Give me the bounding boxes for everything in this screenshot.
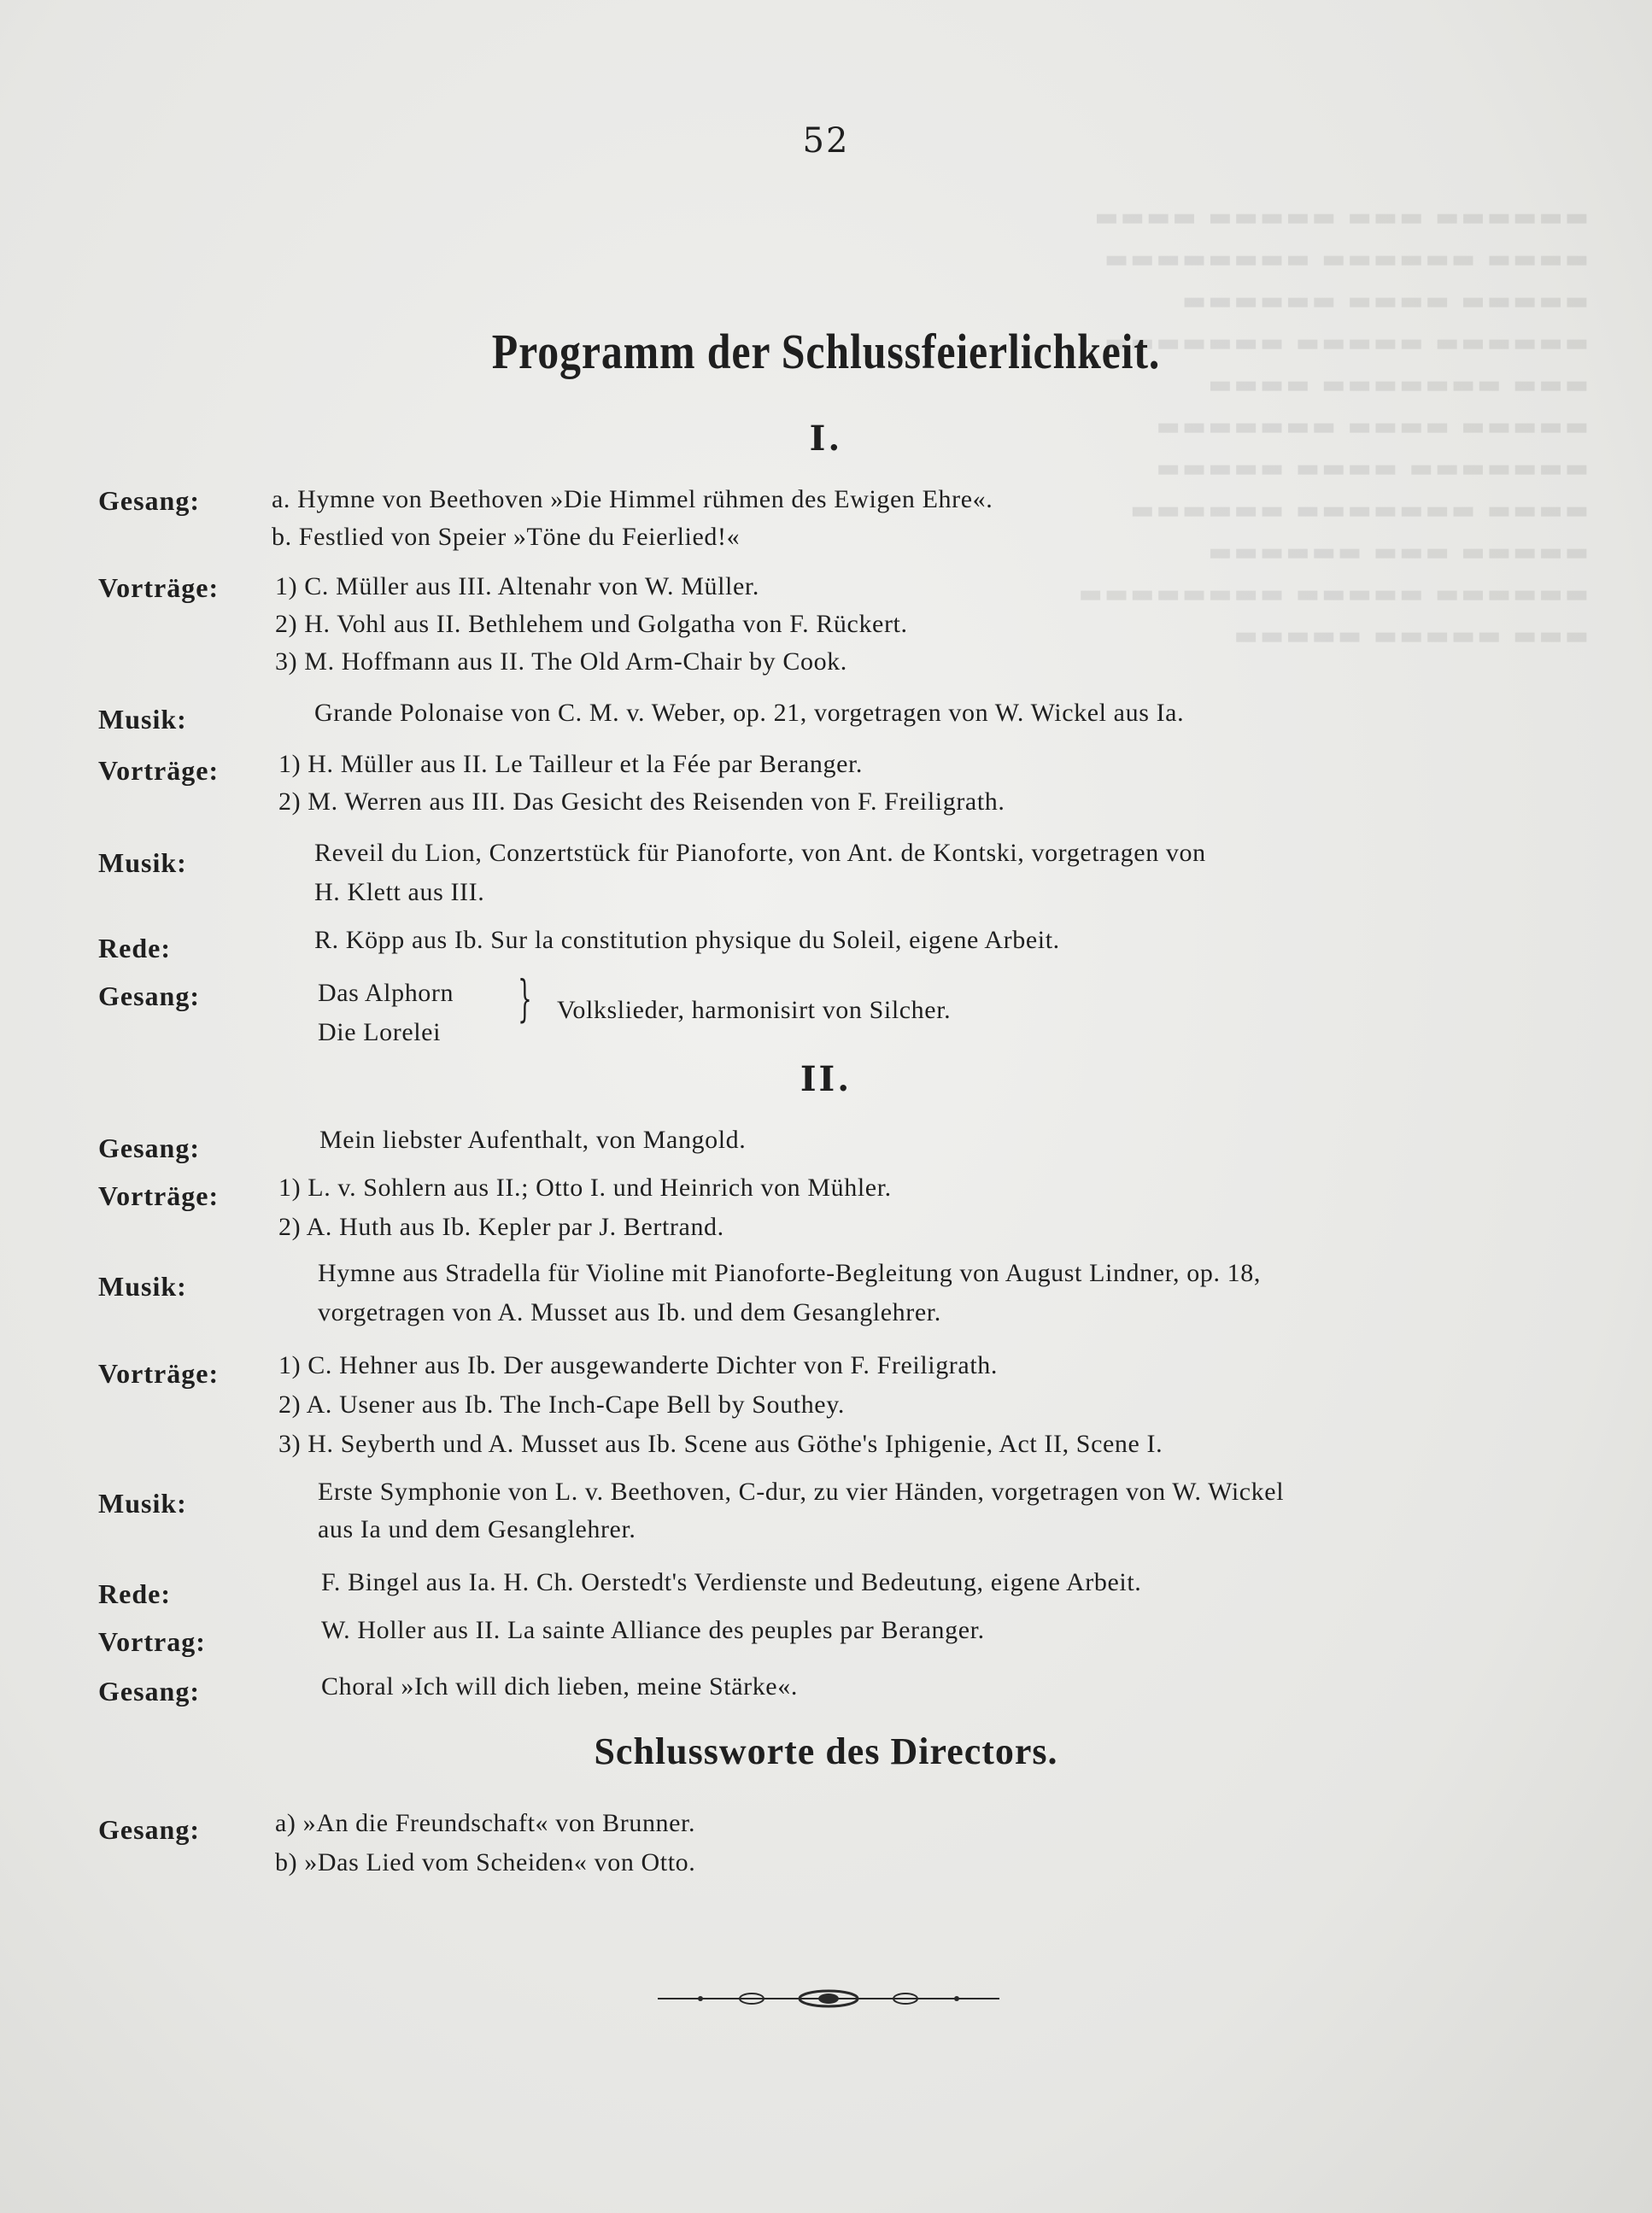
label-vortraege: Vorträge:: [98, 572, 220, 603]
label-musik: Musik:: [98, 704, 187, 735]
label-vortraege: Vorträge:: [98, 1180, 220, 1211]
program-line: Grande Polonaise von C. M. v. Weber, op. 21, vorgetragen von W. Wickel aus Ia.: [314, 699, 1185, 727]
program-line: Mein liebster Aufenthalt, von Mangold.: [319, 1126, 747, 1154]
program-line: 3) H. Seyberth und A. Musset aus Ib. Scene aus Göthe's Iphigenie, Act II, Scene I.: [278, 1430, 1163, 1458]
ornament-divider-icon: [649, 1982, 1008, 2016]
label-musik: Musik:: [98, 1271, 187, 1302]
brace-glyph: }: [518, 969, 532, 1027]
program-line: R. Köpp aus Ib. Sur la constitution physique du Soleil, eigene Arbeit.: [314, 926, 1060, 954]
label-gesang: Gesang:: [98, 981, 200, 1011]
program-line: Hymne aus Stradella für Violine mit Pianoforte-Begleitung von August Lindner, op. 18,: [318, 1259, 1261, 1287]
program-line: Reveil du Lion, Conzertstück für Pianoforte, von Ant. de Kontski, vorgetragen von: [314, 839, 1206, 867]
program-line: 1) H. Müller aus II. Le Tailleur et la Fée par Beranger.: [278, 750, 864, 778]
program-line: vorgetragen von A. Musset aus Ib. und dem Gesanglehrer.: [318, 1298, 941, 1326]
program-line: Die Lorelei: [318, 1018, 442, 1046]
label-musik: Musik:: [98, 1488, 187, 1519]
section-heading-one: I.: [809, 419, 843, 459]
program-line: Choral »Ich will dich lieben, meine Stärke«.: [321, 1672, 798, 1701]
label-gesang: Gesang:: [98, 1814, 200, 1845]
program-line: b) »Das Lied vom Scheiden« von Otto.: [275, 1848, 696, 1876]
label-vortraege: Vorträge:: [98, 1358, 220, 1389]
program-line: F. Bingel aus Ia. H. Ch. Oerstedt's Verdienste und Bedeutung, eigene Arbeit.: [321, 1568, 1142, 1596]
label-vortraege: Vorträge:: [98, 755, 220, 786]
program-line: 3) M. Hoffmann aus II. The Old Arm-Chair by Cook.: [275, 647, 847, 676]
program-line: Volkslieder, harmonisirt von Silcher.: [557, 996, 952, 1024]
label-gesang: Gesang:: [98, 1133, 200, 1163]
bleed-through-texture: ▬▬▬▬▬▬ ▬▬▬ ▬▬▬▬▬ ▬▬▬▬ ▬▬▬▬ ▬▬▬▬▬▬ ▬▬▬▬▬▬▬▬ ▬▬▬▬▬ ▬▬▬▬ ▬▬▬▬▬▬ ▬▬▬▬▬▬ ▬▬▬▬▬ ▬▬▬▬▬▬▬ ▬▬▬ ▬▬▬▬▬▬▬ ▬▬▬▬ ▬▬▬▬▬ ▬▬▬▬ ▬▬▬▬▬▬▬ ▬▬▬▬▬▬▬ ▬▬▬▬ ▬▬▬▬▬ ▬▬▬▬ ▬▬▬▬▬▬▬ ▬▬▬▬▬▬ ▬▬▬▬▬ ▬▬▬ ▬▬▬▬▬▬ ▬▬▬▬▬▬ ▬▬▬▬▬ ▬▬▬▬▬▬▬▬ ▬▬▬ ▬▬▬▬▬ ▬▬▬▬▬: [1076, 202, 1589, 651]
program-line: Das Alphorn: [318, 979, 454, 1007]
page-number: 52: [802, 121, 850, 161]
program-line: Erste Symphonie von L. v. Beethoven, C-dur, zu vier Händen, vorgetragen von W. Wickel: [318, 1478, 1285, 1506]
program-line: a) »An die Freundschaft« von Brunner.: [275, 1809, 696, 1837]
label-rede: Rede:: [98, 1578, 171, 1609]
label-gesang: Gesang:: [98, 485, 200, 516]
program-line: W. Holler aus II. La sainte Alliance des peuples par Beranger.: [321, 1616, 985, 1644]
program-line: b. Festlied von Speier »Töne du Feierlied!«: [272, 523, 741, 551]
closing-heading: Schlussworte des Directors.: [594, 1730, 1058, 1772]
program-line: 2) A. Huth aus Ib. Kepler par J. Bertrand.: [278, 1213, 724, 1241]
program-line: 2) M. Werren aus III. Das Gesicht des Reisenden von F. Freiligrath.: [278, 787, 1005, 816]
program-line: aus Ia und dem Gesanglehrer.: [318, 1515, 636, 1543]
page-title: Programm der Schlussfeierlichkeit.: [491, 324, 1161, 379]
program-line: H. Klett aus III.: [314, 878, 485, 906]
label-rede: Rede:: [98, 933, 171, 963]
section-heading-two: II.: [800, 1059, 852, 1099]
program-line: a. Hymne von Beethoven »Die Himmel rühmen des Ewigen Ehre«.: [272, 485, 993, 513]
label-vortrag: Vortrag:: [98, 1626, 206, 1657]
program-line: 1) C. Müller aus III. Altenahr von W. Müller.: [275, 572, 759, 600]
program-line: 2) A. Usener aus Ib. The Inch-Cape Bell by Southey.: [278, 1390, 845, 1419]
label-musik: Musik:: [98, 847, 187, 878]
program-line: 2) H. Vohl aus II. Bethlehem und Golgatha von F. Rückert.: [275, 610, 908, 638]
program-line: 1) C. Hehner aus Ib. Der ausgewanderte Dichter von F. Freiligrath.: [278, 1351, 998, 1379]
label-gesang: Gesang:: [98, 1676, 200, 1707]
program-line: 1) L. v. Sohlern aus II.; Otto I. und Heinrich von Mühler.: [278, 1174, 892, 1202]
